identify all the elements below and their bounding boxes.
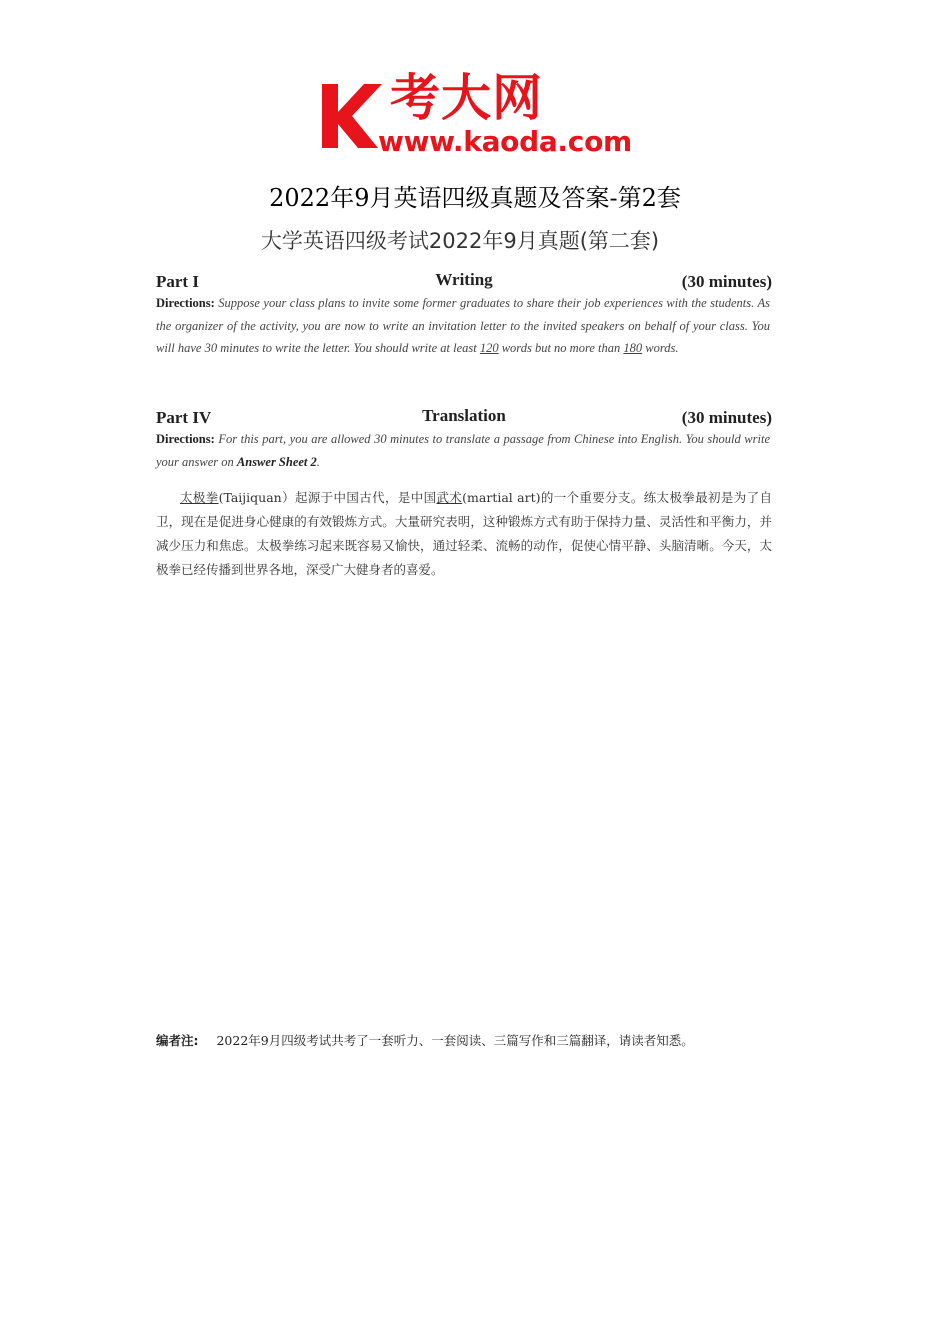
part1-directions: [156, 292, 770, 360]
part4-directions-text-b: .: [316, 454, 320, 469]
passage-term-martial-art-en: (martial art): [462, 490, 541, 505]
part4-directions-label: Directions:: [156, 432, 215, 446]
logo-url-text: www.kaoda.com: [378, 125, 632, 158]
part4-time: (30 minutes): [681, 408, 772, 427]
part1-directions-text-a: Suppose your class plans to invite some former graduates to share their job experiences with the students. As the organizer of the activity, you are now to write an invitation letter to the invited speakers on behalf of your class. You will have 30 minutes to write the letter. You should write at least: [156, 296, 771, 356]
part4-name: Translation: [422, 406, 506, 425]
part1-directions-label: Directions:: [156, 296, 215, 310]
passage-text-a: 起源于中国古代，是中国: [294, 490, 437, 505]
part1-name: Writing: [435, 270, 493, 289]
part1-directions-text-b: words but no more than: [498, 341, 624, 356]
editor-note-text: 2022年9月四级考试共考了一套听力、一套阅读、三篇写作和三篇翻译，请读者知悉。: [216, 1033, 694, 1048]
passage-term-taijiquan-en: (Taijiquan）: [218, 490, 295, 505]
part4-answer-sheet: Answer Sheet 2: [236, 454, 317, 469]
document-subtitle: 大学英语四级考试2022年9月真题(第二套): [260, 229, 660, 253]
document-title: 2022年9月英语四级真题及答案-第2套: [269, 184, 681, 212]
part1-label: Part I: [156, 272, 199, 291]
part1-header: [156, 272, 772, 294]
part4-directions: [156, 428, 770, 473]
part4-label: Part IV: [156, 408, 212, 427]
passage-text-b: 的一个重要分支。练太极拳最初是为了自卫，现在是促进身心健康的有效锻炼方式。大量研究表明，这种锻炼方式有助于保持力量、灵活性和平衡力，并减少压力和焦虑。太极拳练习起来既容易又愉快，通过轻柔、流畅的动作，促使心情平静、头脑清晰。今天，太极拳已经传播到世界各地，深受广大健身者的喜爱。: [156, 490, 772, 577]
part4-directions-text-a: For this part, you are allowed 30 minutes to translate a passage from Chinese into English. You should write your answer on: [156, 432, 770, 469]
logo-brand-text: 考大网: [390, 69, 543, 127]
part4-header: [156, 408, 772, 430]
part1-directions-text-c: words.: [642, 341, 679, 356]
editor-note-label: 编者注:: [156, 1033, 199, 1048]
kaoda-logo: [318, 70, 638, 160]
passage-term-martial-art: 武术: [436, 490, 463, 505]
passage-term-taijiquan: 太极拳: [180, 490, 219, 505]
translation-passage: [156, 486, 772, 582]
part1-min-words: 120: [479, 341, 499, 356]
editor-note: [156, 1031, 796, 1051]
part1-time: (30 minutes): [681, 272, 772, 291]
part1-max-words: 180: [623, 341, 643, 356]
